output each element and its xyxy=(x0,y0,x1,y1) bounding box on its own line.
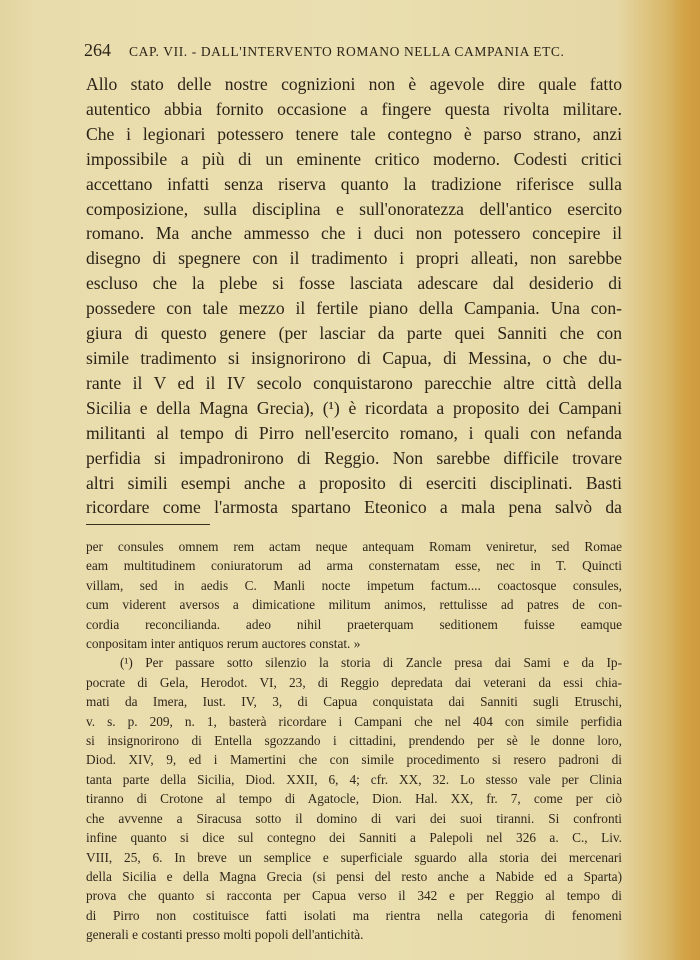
main-text xyxy=(86,72,622,520)
latin-note-line: cum viderent aversos a dimicatione militum animos, rettulisse ad patres de con- xyxy=(86,597,622,613)
running-header xyxy=(84,40,624,61)
latin-note-line: cordia reconcilianda. adeo nihil praeterquam seditionem fuisse eamque xyxy=(86,616,622,632)
text-line: rante il V ed il IV secolo conquistarono parecchie altre città della xyxy=(86,372,622,393)
footnote-line: di Pirro non costituisce fatti isolati ma rientra nella categoria di fenomeni xyxy=(86,907,622,923)
latin-note-line: eam multitudinem coniuratorum ad arma consternatam esse, nec in T. Quincti xyxy=(86,558,622,574)
footnote-line: Diod. XIV, 9, ed i Mamertini che con simile procedimento si resero padroni di xyxy=(86,752,622,768)
footnote-line: mati da Imera, Iust. IV, 3, di Capua conquistata dai Sanniti sugli Etruschi, xyxy=(86,694,622,710)
footnote-line: infine quanto si dice sul contegno dei Sanniti a Palepoli nel 326 a. C., Liv. xyxy=(86,830,622,846)
running-title: CAP. VII. - DALL'INTERVENTO ROMANO NELLA CAMPANIA ETC. xyxy=(128,44,565,59)
footnote-line: prova che quanto si racconta per Capua verso il 342 e per Reggio al tempo di xyxy=(86,888,622,904)
text-line: giura di questo genere (per lasciar da parte quei Sanniti che con xyxy=(86,323,622,344)
footnote-line: della Sicilia e della Magna Grecia (si pensi del resto anche a Nabide ed a Sparta) xyxy=(86,868,622,884)
footnote-line: si insignorirono di Entella sgozzando i cittadini, prendendo per sè le donne loro, xyxy=(86,733,622,749)
text-line: romano. Ma anche ammesso che i duci non potessero concepire il xyxy=(86,223,622,244)
text-line: autentico abbia fornito occasione a fingere questa rivolta militare. xyxy=(86,98,622,119)
footnote-line: (¹) Per passare sotto silenzio la storia di Zancle presa dai Sami e da Ip- xyxy=(120,655,622,671)
footnote-line: che avvenne a Siracusa sotto il domino di vari dei suoi tiranni. Si confronti xyxy=(86,810,622,826)
text-line: possedere con tale mezzo il fertile piano della Campania. Una con- xyxy=(86,298,622,319)
footnote-line: pocrate di Gela, Herodot. VI, 23, di Reggio depredata dai veterani da essi chia- xyxy=(86,674,622,690)
footnote-line: VIII, 25, 6. In breve un semplice e superficiale sguardo alla storia dei mercenari xyxy=(86,849,622,865)
footnote-line: generali e costanti presso molti popoli dell'antichità. xyxy=(86,927,364,943)
text-line: militanti al tempo di Pirro nell'esercito romano, i quali con nefanda xyxy=(86,422,622,443)
footnote-line: v. s. p. 209, n. 1, basterà ricordare i Campani che nel 404 con simile perfidia xyxy=(86,713,622,729)
text-line: altri simili esempi anche a proposito di eserciti disciplinati. Basti xyxy=(86,472,622,493)
text-line: accettano infatti senza riserva quanto la tradizione riferisce sulla xyxy=(86,173,622,194)
text-line: ricordare come l'armosta spartano Eteonico a mala pena salvò da xyxy=(86,497,622,518)
page-number: 264 xyxy=(84,40,111,60)
text-line: Allo stato delle nostre cognizioni non è agevole dire quale fatto xyxy=(86,74,622,94)
text-line: escluso che la plebe si fosse lasciata adescare dal desiderio di xyxy=(86,273,622,294)
text-line: composizione, sulla disciplina e sull'onoratezza dell'antico esercito xyxy=(86,198,622,219)
text-line: simile tradimento si insignorirono di Capua, di Messina, o che du- xyxy=(86,347,622,368)
footnote-rule xyxy=(86,524,210,525)
latin-note-line: villam, sed in aedis C. Manli nocte impetum factum.... coactosque consules, xyxy=(86,577,622,593)
latin-note-line: conpositam inter antiquos rerum auctores constat. » xyxy=(86,636,361,652)
footnote-line: tanta parte della Sicilia, Diod. XXII, 6, 4; cfr. XX, 32. Lo stesso vale per Clinia xyxy=(86,771,622,787)
footnotes xyxy=(86,537,622,945)
text-line: Che i legionari potessero tenere tale contegno è parso strano, anzi xyxy=(86,123,622,144)
latin-note-line: per consules omnem rem actam neque antequam Romam veniretur, sed Romae xyxy=(86,539,622,554)
text-line: Sicilia e della Magna Grecia), (¹) è ricordata a proposito dei Campani xyxy=(86,397,622,418)
text-line: disegno di spegnere con il tradimento i propri alleati, non sarebbe xyxy=(86,248,622,269)
footnote-line: tiranno di Crotone al tempo di Agatocle, Dion. Hal. XX, fr. 7, come per ciò xyxy=(86,791,622,807)
text-line: impossibile a più di un eminente critico moderno. Codesti critici xyxy=(86,148,622,169)
text-line: perfidia si impadronirono di Reggio. Non sarebbe difficile trovare xyxy=(86,447,622,468)
page-edge xyxy=(670,0,700,960)
